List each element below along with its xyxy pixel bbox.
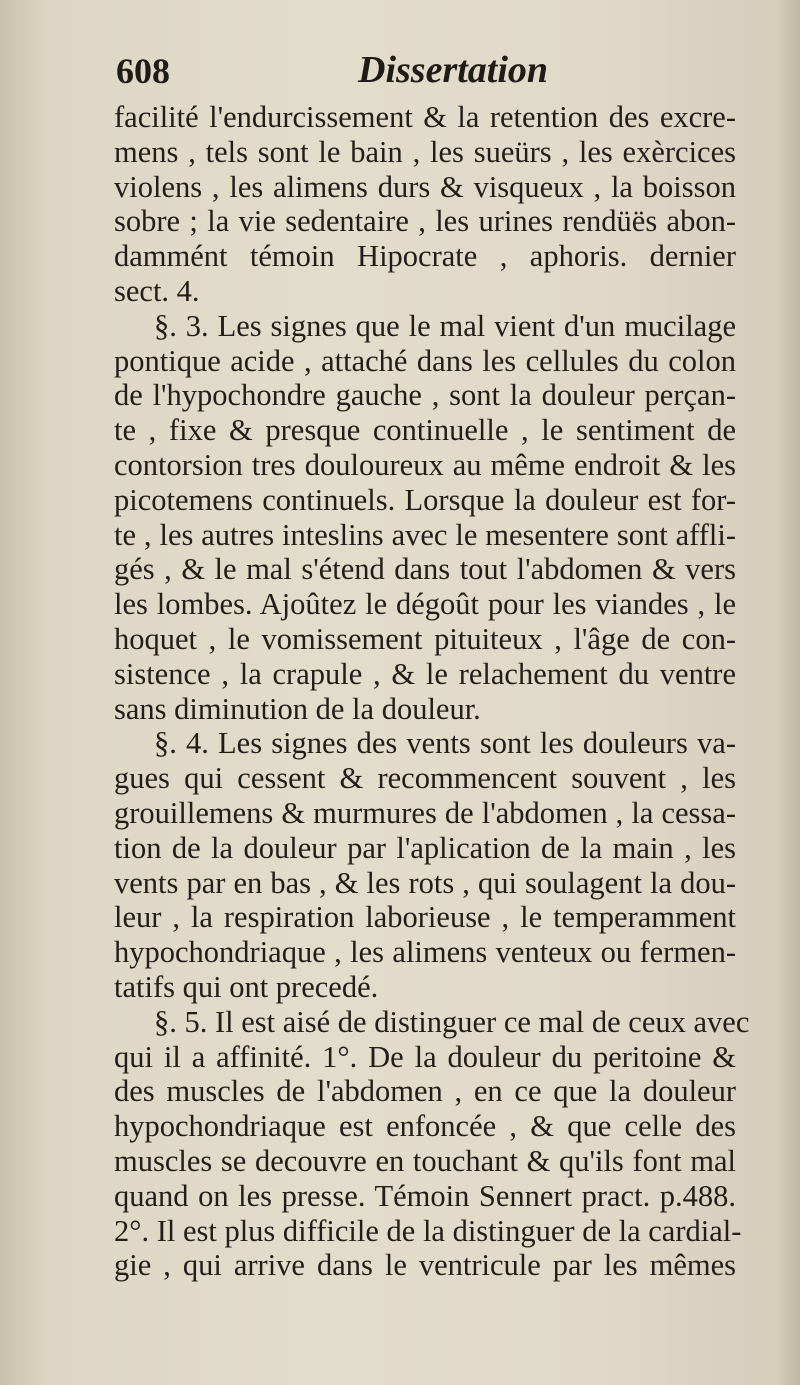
- text-line: pontique acide , attaché dans les cellules du colon: [114, 343, 736, 378]
- text-line: 2°. Il est plus difficile de la distinguer de la cardial-: [114, 1213, 742, 1248]
- text-line: hoquet , le vomissement pituiteux , l'âge de con-: [114, 621, 736, 656]
- page-edge-shadow: [778, 0, 800, 1385]
- text-line: contorsion tres douloureux au même endroit & les: [114, 447, 736, 482]
- page-header: [112, 46, 732, 98]
- text-line: §. 3. Les signes que le mal vient d'un mucilage: [154, 308, 736, 343]
- text-line: picotemens continuels. Lorsque la douleur est for-: [114, 482, 736, 517]
- text-line: sans diminution de la douleur.: [114, 691, 481, 726]
- text-line: hypochondriaque , les alimens venteux ou fermen-: [114, 935, 736, 970]
- text-line: sect. 4.: [114, 273, 200, 308]
- text-line: leur , la respiration laborieuse , le temperamment: [114, 900, 736, 935]
- text-line: quand on les presse. Témoin Sennert pract. p.488.: [114, 1178, 736, 1213]
- text-line: muscles se decouvre en touchant & qu'ils font mal: [114, 1143, 736, 1178]
- text-line: mens , tels sont le bain , les sueürs , les exèrcices: [114, 134, 736, 169]
- text-line: violens , les alimens durs & visqueux , la boisson: [114, 169, 736, 204]
- text-line: les lombes. Ajoûtez le dégoût pour les viandes , le: [114, 587, 736, 622]
- body-text: [114, 100, 750, 1283]
- text-line: hypochondriaque est enfoncée , & que celle des: [114, 1109, 736, 1144]
- text-line: vents par en bas , & les rots , qui soulagent la dou-: [114, 865, 736, 900]
- text-line: facilité l'endurcissement & la retention des excre-: [114, 100, 736, 134]
- text-line: tatifs qui ont precedé.: [114, 969, 379, 1004]
- text-line: de l'hypochondre gauche , sont la douleur perçan-: [114, 378, 736, 413]
- page-number: 608: [116, 51, 170, 91]
- text-line: gés , & le mal s'étend dans tout l'abdomen & vers: [114, 552, 736, 587]
- text-line: tion de la douleur par l'aplication de la main , les: [114, 830, 736, 865]
- text-line: grouillemens & murmures de l'abdomen , la cessa-: [114, 795, 736, 830]
- text-line: gues qui cessent & recommencent souvent , les: [114, 761, 736, 796]
- running-title: Dissertation: [358, 49, 549, 91]
- text-line: te , les autres inteslins avec le mesentere sont affli-: [114, 517, 736, 552]
- text-line: sistence , la crapule , & le relachement du ventre: [114, 656, 736, 691]
- text-line: des muscles de l'abdomen , en ce que la douleur: [114, 1074, 736, 1109]
- text-line: gie , qui arrive dans le ventricule par les mêmes: [114, 1248, 736, 1283]
- text-line: §. 4. Les signes des vents sont les douleurs va-: [154, 726, 736, 761]
- text-line: qui il a affinité. 1°. De la douleur du peritoine &: [114, 1039, 736, 1074]
- text-line: te , fixe & presque continuelle , le sentiment de: [114, 413, 736, 448]
- text-line: §. 5. Il est aisé de distinguer ce mal de ceux avec: [154, 1004, 750, 1039]
- text-line: dammént témoin Hipocrate , aphoris. dernier: [114, 239, 736, 274]
- text-line: sobre ; la vie sedentaire , les urines rendüës abon-: [114, 204, 736, 239]
